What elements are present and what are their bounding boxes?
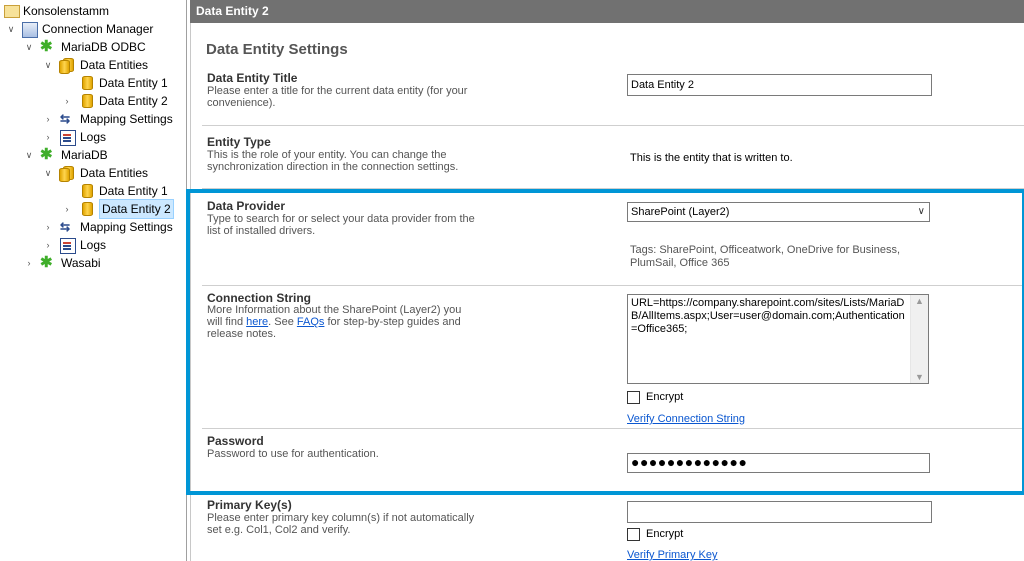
scrollbar[interactable]	[910, 295, 928, 383]
entity-title-desc: Please enter a title for the current data entity (for your convenience).	[207, 85, 468, 109]
verify-connection-string-link[interactable]: Verify Connection String	[627, 413, 746, 425]
tree-item-label: Data Entity 1	[99, 184, 168, 198]
pane-divider[interactable]	[186, 0, 187, 561]
entity-type-label: Entity Type	[207, 135, 271, 149]
password-input[interactable]: ●●●●●●●●●●●●●	[627, 453, 930, 473]
mapping-arrows-icon: ⇆	[60, 220, 71, 234]
data-entities-icon	[59, 166, 73, 180]
entity-title-input[interactable]	[627, 74, 932, 96]
tree-item-label: Data Entity 2	[99, 199, 174, 219]
verify-primary-key-link[interactable]: Verify Primary Key	[627, 549, 718, 561]
logs-icon	[60, 238, 76, 254]
connection-string-desc: More Information about the SharePoint (Layer2) you will find here. See FAQs for step-by-step guides and release notes.	[207, 304, 462, 340]
tree-item-label: Data Entity 2	[99, 94, 168, 108]
data-provider-label: Data Provider	[207, 199, 286, 213]
tree-item-label: Logs	[80, 238, 107, 252]
entity-type-value: This is the entity that is written to.	[630, 152, 793, 164]
chevron-right-icon[interactable]: ›	[27, 258, 31, 268]
chevron-down-icon[interactable]: ∨	[44, 60, 52, 70]
tree-item-label: Konsolenstamm	[23, 4, 110, 18]
password-desc: Password to use for authentication.	[207, 448, 379, 460]
chevron-right-icon[interactable]: ›	[65, 204, 69, 214]
connection-string-value: URL=https://company.sharepoint.com/sites/Lists/MariaDB/AllItems.aspx;User=user@domain.com;Authentication=Office365;	[631, 297, 905, 335]
primary-key-input[interactable]	[627, 501, 932, 523]
encrypt-primary-key-label: Encrypt	[646, 528, 684, 540]
tree-item-label: Data Entity 1	[99, 76, 168, 90]
divider	[202, 188, 1024, 189]
navigation-tree	[0, 0, 185, 561]
chevron-down-icon[interactable]: ∨	[917, 206, 925, 217]
connection-puzzle-icon: ✱	[40, 254, 53, 271]
mapping-arrows-icon: ⇆	[60, 112, 71, 126]
tree-item-label: Data Entities	[80, 58, 149, 72]
divider	[202, 125, 1024, 126]
chevron-down-icon[interactable]: ∨	[7, 24, 15, 34]
data-provider-dropdown[interactable]	[627, 202, 930, 222]
page-title: Data Entity 2	[196, 4, 269, 18]
divider	[190, 23, 191, 561]
database-icon	[82, 202, 93, 216]
data-provider-tags: Tags: SharePoint, Officeatwork, OneDrive for Business, PlumSail, Office 365	[630, 244, 901, 269]
chevron-right-icon[interactable]: ›	[46, 132, 50, 142]
tree-item-label: Mapping Settings	[80, 112, 173, 126]
connection-puzzle-icon: ✱	[40, 146, 53, 163]
settings-panel	[190, 23, 1024, 561]
tree-item-label: MariaDB	[61, 148, 108, 162]
tree-item-label: Mapping Settings	[80, 220, 173, 234]
data-provider-value: SharePoint (Layer2)	[631, 206, 730, 218]
scroll-down-icon[interactable]: ▼	[915, 372, 924, 382]
entity-type-desc: This is the role of your entity. You can change the synchronization direction in the connection settings.	[207, 149, 459, 173]
chevron-right-icon[interactable]: ›	[46, 240, 50, 250]
tree-item-label: Connection Manager	[42, 22, 154, 36]
encrypt-connection-label: Encrypt	[646, 391, 684, 403]
connection-string-label: Connection String	[207, 291, 311, 305]
database-icon	[82, 76, 93, 90]
divider	[202, 493, 1024, 494]
entity-title-label: Data Entity Title	[207, 71, 298, 85]
chevron-down-icon[interactable]: ∨	[44, 168, 52, 178]
connection-manager-icon	[22, 22, 38, 38]
faqs-link[interactable]: FAQs	[296, 316, 325, 328]
connection-puzzle-icon: ✱	[40, 38, 53, 55]
encrypt-connection-checkbox[interactable]	[627, 391, 640, 404]
tree-item-label: MariaDB ODBC	[61, 40, 146, 54]
tree-item-label: Wasabi	[61, 256, 101, 270]
page-header	[190, 0, 1024, 23]
chevron-down-icon[interactable]: ∨	[25, 150, 33, 160]
chevron-right-icon[interactable]: ›	[65, 96, 69, 106]
primary-key-label: Primary Key(s)	[207, 498, 292, 512]
chevron-right-icon[interactable]: ›	[46, 222, 50, 232]
database-icon	[82, 94, 93, 108]
connection-string-textarea[interactable]	[627, 294, 929, 384]
data-provider-desc: Type to search for or select your data provider from the list of installed drivers.	[207, 213, 475, 237]
logs-icon	[60, 130, 76, 146]
password-label: Password	[207, 434, 264, 448]
primary-key-desc: Please enter primary key column(s) if not automatically set e.g. Col1, Col2 and verify.	[207, 512, 475, 536]
tree-item-label: Logs	[80, 130, 107, 144]
chevron-down-icon[interactable]: ∨	[25, 42, 33, 52]
divider	[202, 285, 1024, 286]
data-entities-icon	[59, 58, 73, 72]
divider	[202, 428, 1024, 429]
database-icon	[82, 184, 93, 198]
encrypt-primary-key-checkbox[interactable]	[627, 528, 640, 541]
scroll-up-icon[interactable]: ▲	[915, 296, 924, 306]
chevron-right-icon[interactable]: ›	[46, 114, 50, 124]
tree-item-label: Data Entities	[80, 166, 149, 180]
console-root-icon	[4, 5, 20, 18]
section-title: Data Entity Settings	[206, 41, 348, 58]
here-link[interactable]: here	[246, 316, 269, 328]
